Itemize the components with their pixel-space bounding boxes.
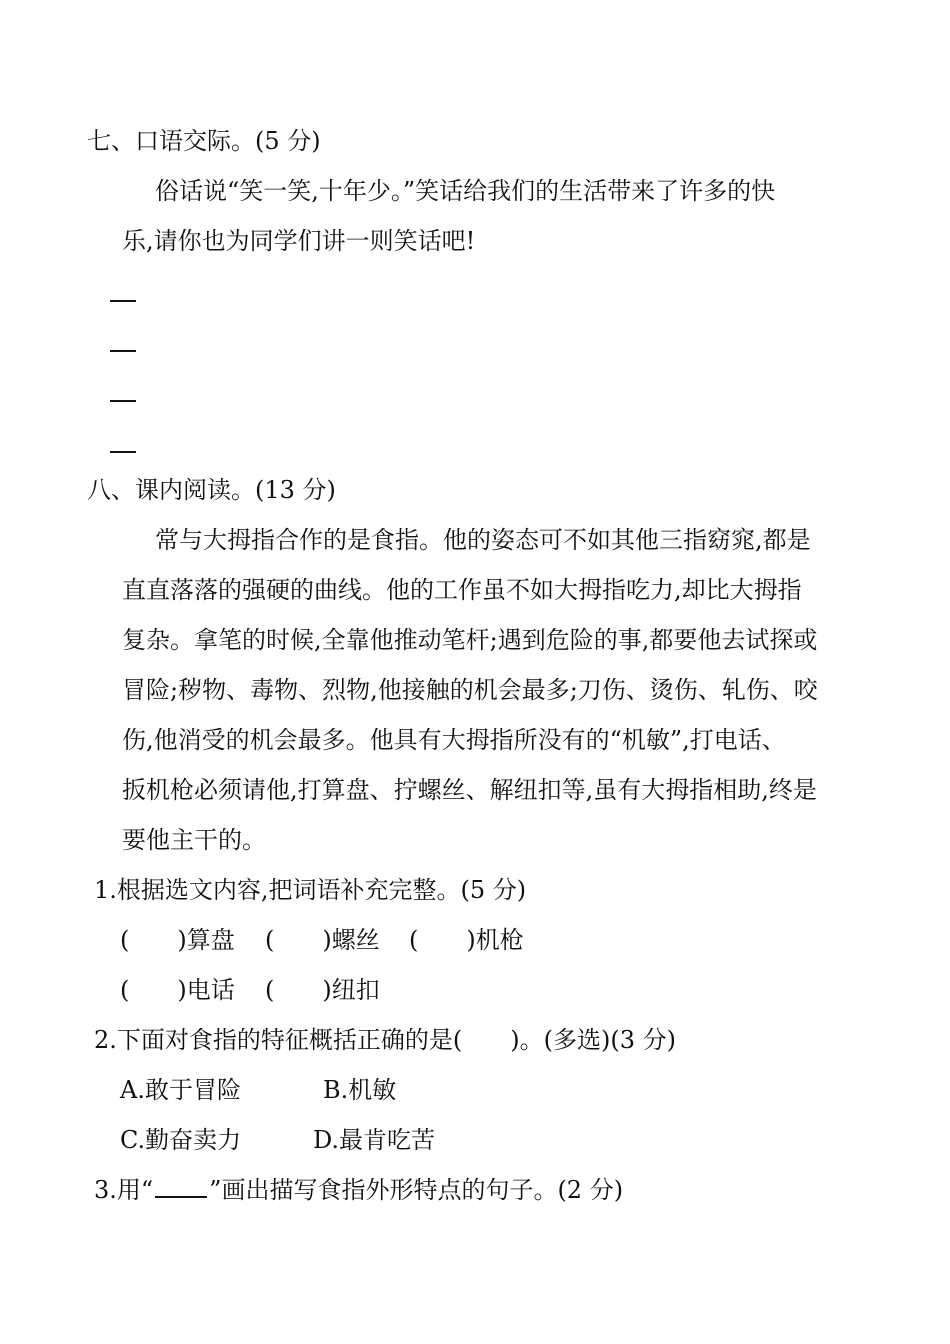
section7-prompt-line2: 乐,请你也为同学们讲一则笑话吧! bbox=[122, 227, 476, 255]
section7-heading: 七、口语交际。(5 分) bbox=[87, 127, 321, 155]
q1-blank-suanpan[interactable]: ( )算盘 bbox=[120, 926, 235, 954]
q3-text-before: 3.用“ bbox=[94, 1176, 154, 1204]
q1-blank-dianhua[interactable]: ( )电话 bbox=[120, 976, 235, 1004]
passage-line-2: 直直落落的强硬的曲线。他的工作虽不如大拇指吃力,却比大拇指 bbox=[122, 576, 802, 604]
section8-heading: 八、课内阅读。(13 分) bbox=[87, 476, 336, 504]
q2-option-d[interactable]: D.最肯吃苦 bbox=[313, 1126, 436, 1154]
q3-text-after: ”画出描写食指外形特点的句子。(2 分) bbox=[209, 1176, 624, 1204]
passage-line-7: 要他主干的。 bbox=[122, 826, 266, 854]
passage-line-3: 复杂。拿笔的时候,全靠他推动笔杆;遇到危险的事,都要他去试探或 bbox=[122, 626, 818, 654]
section7-prompt-line1: 俗话说“笑一笑,十年少。”笑话给我们的生活带来了许多的快 bbox=[155, 177, 776, 205]
answer-line-3[interactable] bbox=[110, 400, 136, 402]
passage-line-5: 伤,他消受的机会最多。他具有大拇指所没有的“机敏”,打电话、 bbox=[122, 726, 786, 754]
q1-blank-niukou[interactable]: ( )纽扣 bbox=[265, 976, 380, 1004]
answer-line-2[interactable] bbox=[110, 350, 136, 352]
answer-line-4[interactable] bbox=[110, 451, 136, 453]
question-3 bbox=[94, 1175, 623, 1205]
passage-line-1: 常与大拇指合作的是食指。他的姿态可不如其他三指窈窕,都是 bbox=[155, 526, 811, 554]
question-1: 1.根据选文内容,把词语补充完整。(5 分) bbox=[94, 876, 527, 904]
passage-line-6: 扳机枪必须请他,打算盘、拧螺丝、解纽扣等,虽有大拇指相助,终是 bbox=[122, 776, 817, 804]
q1-blank-jiqiang[interactable]: ( )机枪 bbox=[409, 926, 524, 954]
q3-underline-sample bbox=[155, 1176, 207, 1198]
q1-blank-luosi[interactable]: ( )螺丝 bbox=[265, 926, 380, 954]
q2-option-a[interactable]: A.敢于冒险 bbox=[120, 1076, 241, 1104]
q2-option-b[interactable]: B.机敏 bbox=[323, 1076, 397, 1104]
question-2: 2.下面对食指的特征概括正确的是( )。(多选)(3 分) bbox=[94, 1026, 676, 1054]
passage-line-4: 冒险;秽物、毒物、烈物,他接触的机会最多;刀伤、烫伤、轧伤、咬 bbox=[122, 676, 818, 704]
q2-option-c[interactable]: C.勤奋卖力 bbox=[120, 1126, 242, 1154]
answer-line-1[interactable] bbox=[110, 300, 136, 302]
